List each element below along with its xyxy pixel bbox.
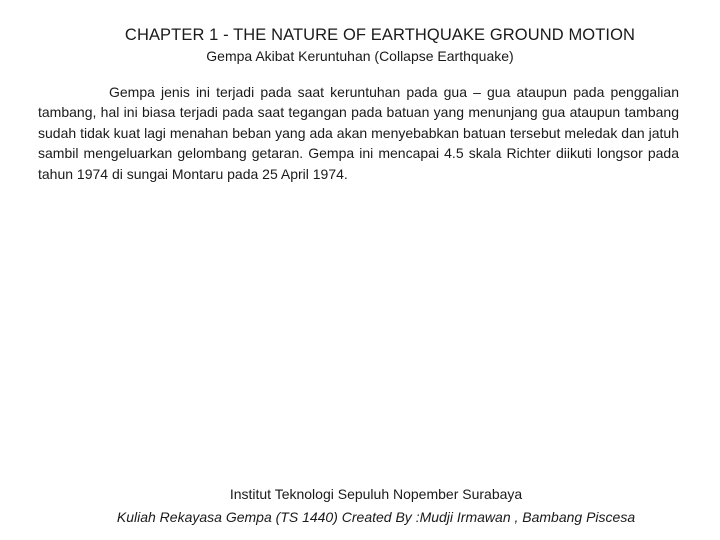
section-title: Gempa Akibat Keruntuhan (Collapse Earthquake) [206,48,514,64]
footer-course-credit: Kuliah Rekayasa Gempa (TS 1440) Created By :Mudji Irmawan , Bambang Piscesa [116,509,636,525]
footer-institution: Institut Teknologi Sepuluh Nopember Surabaya [229,486,523,502]
chapter-title: CHAPTER 1 - THE NATURE OF EARTHQUAKE GROUND MOTION [124,26,636,44]
body-paragraph: Gempa jenis ini terjadi pada saat keruntuhan pada gua – gua ataupun pada penggalian tambang, hal ini biasa terjadi pada saat tegangan pada batuan yang menunjang gua ataupun tambang sudah tidak kuat lagi menahan beban yang ada akan menyebabkan batuan tersebut meledak dan jatuh sambil mengeluarkan gelombang getaran. Gempa ini mencapai 4.5 skala Richter diikuti longsor pada tahun 1974 di sungai Montaru pada 25 April 1974. [38,84,679,182]
